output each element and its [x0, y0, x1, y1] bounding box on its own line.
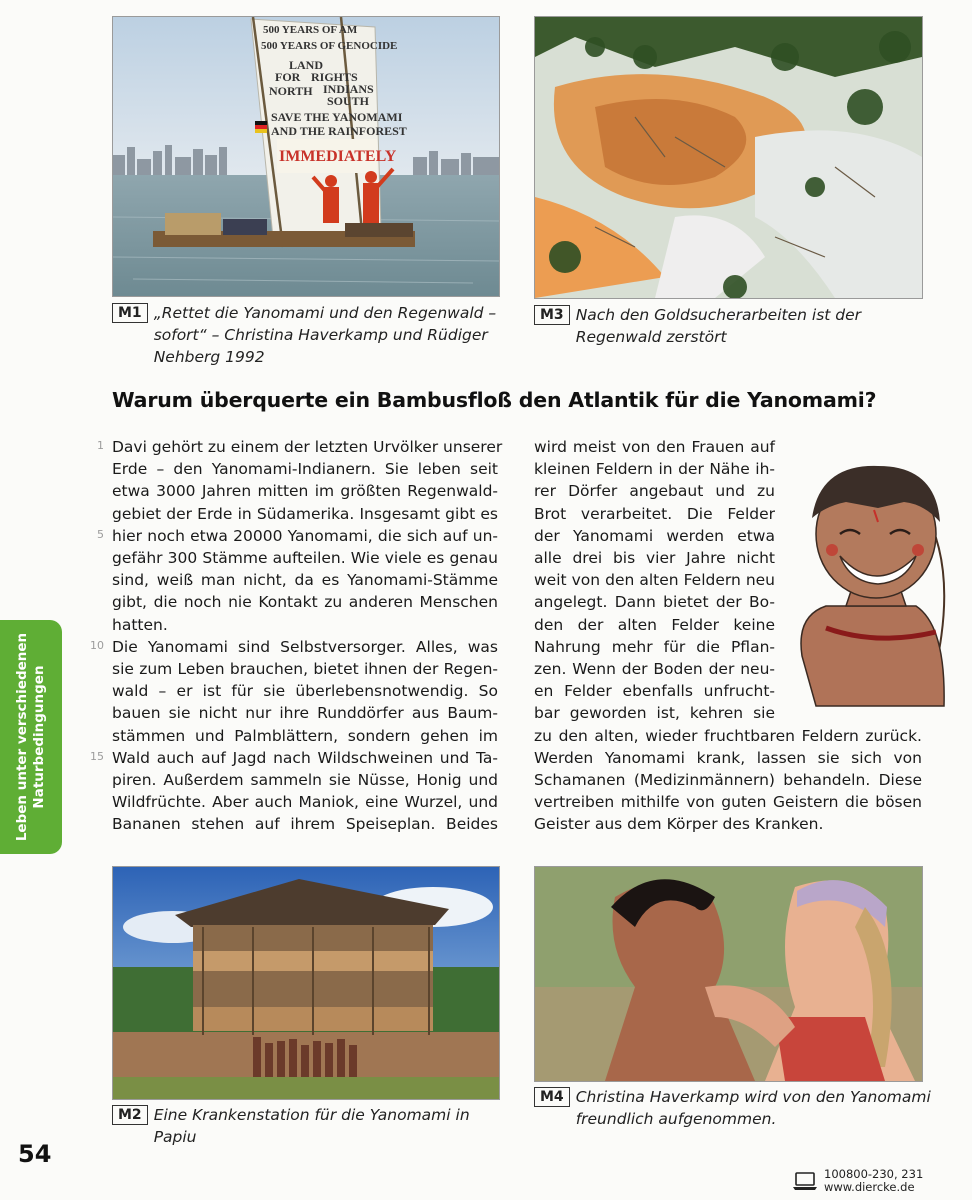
text-line: Brot verarbeitet. Die Felder: [534, 504, 775, 523]
photo-m4-christina: [534, 866, 923, 1082]
text-line: vertreiben mithilfe von guten Geistern die bösen: [534, 793, 922, 812]
sail-text-8: SOUTH: [327, 94, 370, 108]
text-line: Wald auch auf Jagd nach Wildschweinen und Ta-: [112, 748, 498, 767]
text-line: kleinen Feldern in der Nähe ih-: [534, 460, 775, 479]
text-line: wald – er ist für sie überlebensnotwendig. So: [112, 682, 498, 701]
text-line: Die Yanomami sind Selbstversorger. Alles, was: [112, 637, 498, 656]
caption-m1: [112, 302, 498, 368]
text-line: hatten.: [112, 615, 168, 634]
caption-m4-text: Christina Haverkamp wird von den Yanomami freundlich aufgenommen.: [575, 1088, 931, 1128]
caption-m2-text: Eine Krankenstation für die Yanomami in Papiu: [153, 1106, 470, 1146]
sail-text-3: LAND: [289, 58, 324, 72]
footer-url[interactable]: www.diercke.de: [824, 1180, 915, 1194]
material-tag-m4: M4: [534, 1087, 570, 1107]
text-line: stämmen und Palmblättern, sondern gehen im: [112, 726, 498, 745]
text-line: rer Dörfer angebaut und zu: [534, 482, 775, 501]
caption-m3: [534, 304, 924, 348]
sail-text-10: AND THE RAINFOREST: [271, 124, 407, 138]
text-line: bauen sie nicht nur ihre Runddörfer aus Baum-: [112, 704, 498, 723]
text-line: sind, weiß man nicht, da es Yanomami-Stämme: [112, 571, 498, 590]
sail-text-2: 500 YEARS OF GENOCIDE: [261, 40, 398, 52]
line-number-1: 1: [97, 439, 104, 452]
text-line: etwa 3000 Jahren mitten im größten Regenwald-: [112, 482, 498, 501]
footer-web-link[interactable]: [792, 1168, 923, 1194]
text-line: Geister aus dem Körper des Kranken.: [534, 815, 824, 834]
material-tag-m1: M1: [112, 303, 148, 323]
chapter-sidebar-tab: [0, 620, 62, 854]
sail-text-9: SAVE THE YANOMAMI: [271, 110, 403, 124]
photo-m2-health-station: [112, 866, 500, 1100]
text-column-right-narrow: [534, 436, 775, 725]
photo-m1-raft: [112, 16, 500, 297]
text-line: Wildfrüchte. Aber auch Maniok, eine Wurzel, und: [112, 793, 498, 812]
text-line: gebiet der Erde in Südamerika. Insgesamt gibt es: [112, 504, 498, 523]
footer-code: 100800-230, 231: [824, 1167, 924, 1181]
section-heading: Warum überquerte ein Bambusfloß den Atlantik für die Yanomami?: [112, 388, 877, 412]
text-line: zen. Wenn der Boden der neu-: [534, 660, 775, 679]
text-line: alle drei bis vier Jahre nicht: [534, 549, 775, 568]
caption-m2: [112, 1104, 512, 1148]
text-line: bar geworden ist, kehren sie: [534, 704, 775, 723]
text-line: Nahrung mehr für die Pflan-: [534, 637, 775, 656]
page-number: 54: [18, 1140, 52, 1168]
material-tag-m2: M2: [112, 1105, 148, 1125]
caption-m3-text: Nach den Goldsucherarbeiten ist der Regenwald zerstört: [575, 306, 862, 346]
text-line: zu den alten, wieder fruchtbaren Feldern zurück.: [534, 726, 922, 745]
text-line: en Felder ebenfalls unfrucht-: [534, 682, 775, 701]
line-number-10: 10: [90, 639, 104, 652]
chapter-title-line-1: Leben unter verschiedenen: [14, 632, 30, 842]
text-line: gefähr 300 Stämme aufteilen. Wie viele es genau: [112, 549, 498, 568]
sail-text-1: 500 YEARS OF AM: [263, 24, 358, 36]
line-number-15: 15: [90, 750, 104, 763]
caption-m4: [534, 1086, 934, 1130]
text-line: Davi gehört zu einem der letzten Urvölker unserer: [112, 438, 503, 456]
sail-text-6: INDIANS: [323, 82, 374, 96]
text-line: piren. Außerdem sammeln sie Nüsse, Honig und: [112, 771, 498, 790]
caption-m1-text: „Rettet die Yanomami und den Regenwald – sofort“ – Christina Haverkamp und Rüdiger Nehberg 1992: [153, 304, 497, 366]
chapter-title-line-2: Naturbedingungen: [31, 665, 47, 809]
text-line: Bananen stehen auf ihrem Speiseplan. Beides: [112, 815, 498, 834]
sail-text-11: IMMEDIATELY: [279, 148, 397, 165]
photo-m3-gold-mining: [534, 16, 923, 299]
text-line: Schamanen (Medizinmännern) behandeln. Diese: [534, 771, 922, 789]
sail-text-7: NORTH: [269, 84, 313, 98]
text-line: angelegt. Dann bietet der Bo-: [534, 593, 775, 612]
laptop-icon: [792, 1171, 818, 1191]
footer-text: [824, 1168, 923, 1194]
text-line: weit von den alten Feldern neu: [534, 571, 775, 590]
text-column-left: [112, 436, 503, 836]
drawing-davi: [786, 456, 962, 714]
text-line: Erde – den Yanomami-Indianern. Sie leben seit: [112, 460, 498, 479]
text-line: gibt, die noch nie Kontakt zu anderen Menschen: [112, 593, 498, 612]
sail-text-4: FOR: [275, 70, 301, 84]
text-line: der Yanomami werden etwa: [534, 526, 775, 545]
text-line: Werden Yanomami krank, lassen sie sich von: [534, 748, 922, 767]
text-column-right-wide: [534, 725, 922, 836]
text-line: den der alten Felder keine: [534, 615, 775, 634]
sail-text-5: RIGHTS: [311, 70, 358, 84]
text-line: sie zum Leben brauchen, bietet ihnen der Regen-: [112, 660, 498, 679]
material-tag-m3: M3: [534, 305, 570, 325]
line-number-5: 5: [97, 528, 104, 541]
chapter-title: [14, 627, 48, 847]
text-line: hier noch etwa 20000 Yanomami, die sich auf un-: [112, 526, 498, 545]
text-line: wird meist von den Frauen auf: [534, 438, 775, 456]
